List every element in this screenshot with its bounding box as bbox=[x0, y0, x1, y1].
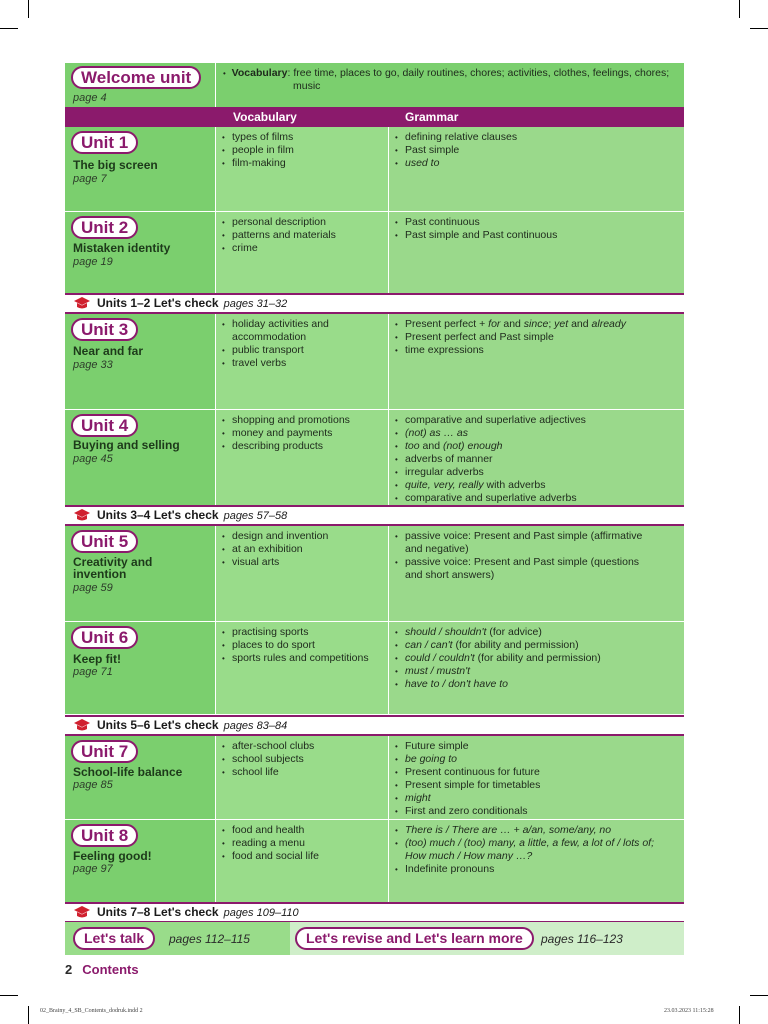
grammar-list bbox=[394, 530, 680, 582]
vocab-list bbox=[221, 530, 384, 569]
lets-check-row[interactable] bbox=[65, 293, 684, 314]
unit-page: page 85 bbox=[73, 779, 113, 791]
unit-subtitle: The big screen bbox=[73, 158, 158, 172]
check-pages: pages 109–110 bbox=[223, 907, 299, 919]
list-item: • Indefinite pronouns bbox=[394, 863, 680, 876]
list-item: • First and zero conditionals bbox=[394, 805, 680, 818]
list-item: • patterns and materials bbox=[221, 229, 384, 242]
list-item: • can / can't (for ability and permission) bbox=[394, 639, 680, 652]
list-item: • sports rules and competitions bbox=[221, 652, 384, 665]
lets-talk-pages: pages 112–115 bbox=[169, 932, 250, 946]
graduation-cap-icon bbox=[73, 718, 91, 732]
unit-page: page 71 bbox=[73, 666, 113, 678]
unit-row bbox=[65, 820, 684, 902]
list-item: • time expressions bbox=[394, 344, 680, 357]
crop-mark bbox=[28, 1006, 29, 1024]
unit-row bbox=[65, 622, 684, 714]
unit-row bbox=[65, 736, 684, 819]
list-item: • Present continuous for future bbox=[394, 766, 680, 779]
list-item: • could / couldn't (for ability and permission) bbox=[394, 652, 680, 665]
unit-title[interactable]: Unit 1 bbox=[71, 131, 138, 154]
list-item: • Past continuous bbox=[394, 216, 680, 229]
list-item: • crime bbox=[221, 242, 384, 255]
check-pages: pages 57–58 bbox=[223, 510, 288, 522]
grammar-list bbox=[394, 131, 680, 170]
welcome-vocab-text: : free time, places to go, daily routines, chores; activities, clothes, feelings, chores; bbox=[287, 67, 670, 79]
print-slug-right: 23.03.2023 11:15:28 bbox=[664, 1008, 714, 1014]
unit-subtitle: Keep fit! bbox=[73, 652, 121, 666]
list-item: • Past simple and Past continuous bbox=[394, 229, 680, 242]
page-footer bbox=[65, 962, 139, 977]
list-item: • (too) much / (too) many, a little, a few, a lot of / lots of; How much / How many …? bbox=[394, 837, 680, 863]
unit-row bbox=[65, 314, 684, 409]
unit-title[interactable]: Unit 6 bbox=[71, 626, 138, 649]
lets-check-row[interactable] bbox=[65, 505, 684, 526]
list-item: • types of films bbox=[221, 131, 384, 144]
check-label: Units 7–8 Let's check bbox=[97, 905, 219, 919]
unit-subtitle-line2: invention bbox=[73, 567, 127, 581]
vocab-list bbox=[221, 626, 384, 665]
grammar-list bbox=[394, 626, 680, 691]
list-item: • used to bbox=[394, 157, 680, 170]
list-item: • Present simple for timetables bbox=[394, 779, 680, 792]
list-item: • food and health bbox=[221, 824, 384, 837]
unit-page: page 33 bbox=[73, 359, 113, 371]
lets-check-row[interactable] bbox=[65, 902, 684, 923]
list-item: • quite, very, really with adverbs bbox=[394, 479, 680, 492]
vocab-list bbox=[221, 318, 384, 370]
list-item: • describing products bbox=[221, 440, 384, 453]
list-item: • after-school clubs bbox=[221, 740, 384, 753]
unit-title[interactable]: Unit 5 bbox=[71, 530, 138, 553]
column-header-bar bbox=[65, 107, 684, 127]
graduation-cap-icon bbox=[73, 508, 91, 522]
contents-table bbox=[65, 63, 684, 955]
unit-row bbox=[65, 127, 684, 211]
unit-row bbox=[65, 410, 684, 505]
list-item: • at an exhibition bbox=[221, 543, 384, 556]
welcome-unit-title[interactable]: Welcome unit bbox=[71, 66, 201, 89]
list-item: • must / mustn't bbox=[394, 665, 680, 678]
list-item: • too and (not) enough bbox=[394, 440, 680, 453]
grammar-list bbox=[394, 740, 680, 818]
crop-mark bbox=[0, 995, 18, 996]
list-item: • have to / don't have to bbox=[394, 678, 680, 691]
crop-mark bbox=[750, 28, 768, 29]
unit-subtitle: Feeling good! bbox=[73, 849, 152, 863]
lets-revise-button[interactable]: Let's revise and Let's learn more bbox=[295, 927, 534, 950]
unit-subtitle: Creativity and bbox=[73, 555, 153, 569]
unit-row bbox=[65, 526, 684, 621]
list-item: • reading a menu bbox=[221, 837, 384, 850]
list-item: • personal description bbox=[221, 216, 384, 229]
list-item: • defining relative clauses bbox=[394, 131, 680, 144]
vocab-list bbox=[221, 414, 384, 453]
grammar-list bbox=[394, 318, 680, 357]
list-item: • travel verbs bbox=[221, 357, 384, 370]
unit-title[interactable]: Unit 8 bbox=[71, 824, 138, 847]
list-item: • practising sports bbox=[221, 626, 384, 639]
welcome-row bbox=[65, 63, 684, 107]
vocabulary-header: Vocabulary bbox=[233, 110, 297, 124]
vocab-list bbox=[221, 131, 384, 170]
unit-subtitle: Near and far bbox=[73, 344, 144, 358]
list-item: • irregular adverbs bbox=[394, 466, 680, 479]
check-label: Units 5–6 Let's check bbox=[97, 718, 219, 732]
print-slug-left: 02_Brainy_4_SB_Contents_dodruk.indd 2 bbox=[40, 1008, 143, 1014]
lets-check-row[interactable] bbox=[65, 715, 684, 736]
grammar-header: Grammar bbox=[405, 110, 459, 124]
unit-subtitle: School-life balance bbox=[73, 765, 183, 779]
crop-mark bbox=[0, 28, 18, 29]
check-label: Units 1–2 Let's check bbox=[97, 296, 219, 310]
unit-title[interactable]: Unit 4 bbox=[71, 414, 138, 437]
list-item: • people in film bbox=[221, 144, 384, 157]
unit-title[interactable]: Unit 7 bbox=[71, 740, 138, 763]
list-item: • adverbs of manner bbox=[394, 453, 680, 466]
list-item: • money and payments bbox=[221, 427, 384, 440]
list-item: • holiday activities and accommodation bbox=[221, 318, 384, 344]
list-item: • food and social life bbox=[221, 850, 384, 863]
check-label: Units 3–4 Let's check bbox=[97, 508, 219, 522]
unit-subtitle: Buying and selling bbox=[73, 438, 180, 452]
list-item: • might bbox=[394, 792, 680, 805]
list-item: • There is / There are … + a/an, some/any, no bbox=[394, 824, 680, 837]
welcome-vocab-text2: music bbox=[293, 80, 321, 92]
list-item: • passive voice: Present and Past simple (questions and short answers) bbox=[394, 556, 680, 582]
page-number: 2 bbox=[65, 962, 73, 977]
unit-row bbox=[65, 212, 684, 293]
list-item: • be going to bbox=[394, 753, 680, 766]
welcome-vocab: • Vocabulary: free time, places to go, daily routines, chores; activities, clothes, feelings, chores; music bbox=[223, 67, 670, 92]
list-item: • public transport bbox=[221, 344, 384, 357]
vocab-list bbox=[221, 216, 384, 255]
page-footer-title: Contents bbox=[82, 962, 139, 977]
list-item: • Past simple bbox=[394, 144, 680, 157]
list-item: • design and invention bbox=[221, 530, 384, 543]
grammar-list bbox=[394, 216, 680, 242]
unit-title[interactable]: Unit 2 bbox=[71, 216, 138, 239]
lets-talk-button[interactable]: Let's talk bbox=[73, 927, 155, 950]
list-item: • shopping and promotions bbox=[221, 414, 384, 427]
crop-mark bbox=[739, 0, 740, 18]
crop-mark bbox=[739, 1006, 740, 1024]
lets-revise-pages: pages 116–123 bbox=[541, 932, 623, 946]
list-item: • should / shouldn't (for advice) bbox=[394, 626, 680, 639]
list-item: • film-making bbox=[221, 157, 384, 170]
list-item: • Present perfect and Past simple bbox=[394, 331, 680, 344]
list-item: • comparative and superlative adjectives bbox=[394, 414, 680, 427]
grammar-list bbox=[394, 824, 680, 876]
welcome-unit-page: page 4 bbox=[73, 92, 107, 104]
unit-title[interactable]: Unit 3 bbox=[71, 318, 138, 341]
list-item: • school life bbox=[221, 766, 384, 779]
graduation-cap-icon bbox=[73, 905, 91, 919]
list-item: • Future simple bbox=[394, 740, 680, 753]
grammar-list bbox=[394, 414, 680, 505]
unit-subtitle: Mistaken identity bbox=[73, 241, 171, 255]
unit-page: page 7 bbox=[73, 173, 107, 185]
check-pages: pages 83–84 bbox=[223, 720, 288, 732]
list-item: • (not) as … as bbox=[394, 427, 680, 440]
vocab-list bbox=[221, 740, 384, 779]
unit-page: page 59 bbox=[73, 582, 113, 594]
check-pages: pages 31–32 bbox=[223, 298, 288, 310]
extras-row bbox=[65, 922, 684, 955]
list-item: • Present perfect + for and since; yet and already bbox=[394, 318, 680, 331]
list-item: • passive voice: Present and Past simple (affirmative and negative) bbox=[394, 530, 680, 556]
vocab-list bbox=[221, 824, 384, 863]
unit-page: page 45 bbox=[73, 453, 113, 465]
unit-page: page 19 bbox=[73, 256, 113, 268]
unit-page: page 97 bbox=[73, 863, 113, 875]
graduation-cap-icon bbox=[73, 296, 91, 310]
list-item: • comparative and superlative adverbs bbox=[394, 492, 680, 505]
list-item: • visual arts bbox=[221, 556, 384, 569]
welcome-vocab-label: Vocabulary bbox=[231, 67, 288, 79]
list-item: • school subjects bbox=[221, 753, 384, 766]
list-item: • places to do sport bbox=[221, 639, 384, 652]
crop-mark bbox=[750, 995, 768, 996]
crop-mark bbox=[28, 0, 29, 18]
